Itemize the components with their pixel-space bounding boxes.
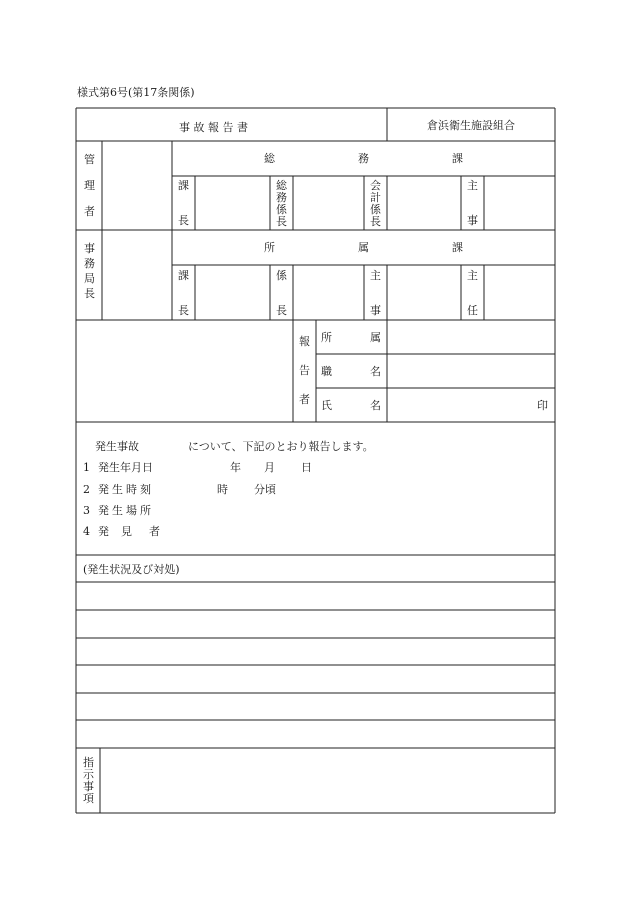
organization-name: 倉浜衛生施設組合 [427, 119, 515, 132]
item-2-label-1: 発 [98, 483, 109, 496]
dept-supervisor-label: 主 任 [467, 269, 478, 317]
item-1-unit-month: 月 [264, 461, 275, 474]
ga-header-char-3: 課 [452, 152, 463, 165]
report-title: 事 故 報 告 書 [179, 121, 248, 134]
secretary-general-label: 事 務 局 長 [84, 242, 95, 300]
item-4-label-2: 見 [121, 525, 132, 538]
manager-label: 管 理 者 [84, 153, 95, 218]
ga-header-char-2: 務 [358, 152, 369, 165]
item-2-unit-minute: 分頃 [254, 483, 276, 496]
item-3-label-2: 生 [112, 504, 123, 517]
reporter-label: 報 告 者 [299, 335, 310, 406]
reporter-title-label-2: 名 [370, 365, 381, 378]
intro-incident: 発生事故 [95, 440, 139, 453]
dept-chief-label: 課 長 [178, 269, 189, 317]
form-number: 様式第6号(第17条関係) [77, 86, 195, 99]
ga-ga-chief-label: 総 務 係 長 [276, 179, 287, 228]
ga-chief-label: 課 長 [178, 179, 189, 227]
instructions-label: 指 示 事 項 [83, 756, 94, 805]
dept-header-char-2: 属 [358, 241, 369, 254]
item-3-label-3: 場 [126, 504, 137, 517]
seal-mark: 印 [537, 399, 548, 412]
dept-officer-label: 主 事 [370, 269, 381, 317]
item-2-label-3: 時 [126, 483, 137, 496]
item-3-label-1: 発 [98, 504, 109, 517]
ga-header-char-1: 総 [264, 152, 275, 165]
ga-officer-label: 主 事 [467, 179, 478, 227]
intro-text: について、下記のとおり報告します。 [188, 440, 374, 453]
reporter-affiliation-label-1: 所 [321, 331, 332, 344]
dept-header-char-1: 所 [264, 241, 275, 254]
item-1-label: 発生年月日 [98, 461, 153, 474]
item-2-label-4: 刻 [140, 483, 151, 496]
item-2-number: 2 [83, 483, 90, 496]
item-4-number: 4 [83, 525, 90, 538]
ga-accounting-chief-label: 会 計 係 長 [370, 179, 381, 228]
item-1-unit-day: 日 [301, 461, 312, 474]
reporter-affiliation-label-2: 属 [370, 331, 381, 344]
situation-label: (発生状況及び対処) [83, 563, 180, 576]
item-1-number: 1 [83, 461, 90, 474]
item-2-unit-hour: 時 [217, 483, 228, 496]
item-1-unit-year: 年 [230, 461, 241, 474]
dept-section-chief-label: 係 長 [276, 269, 287, 317]
item-2-label-2: 生 [112, 483, 123, 496]
dept-header-char-3: 課 [452, 241, 463, 254]
item-4-label-1: 発 [98, 525, 109, 538]
item-4-label-3: 者 [149, 525, 160, 538]
item-3-label-4: 所 [140, 504, 151, 517]
reporter-name-label-1: 氏 [321, 399, 332, 412]
reporter-name-label-2: 名 [370, 399, 381, 412]
item-3-number: 3 [83, 504, 90, 517]
reporter-title-label-1: 職 [321, 365, 332, 378]
